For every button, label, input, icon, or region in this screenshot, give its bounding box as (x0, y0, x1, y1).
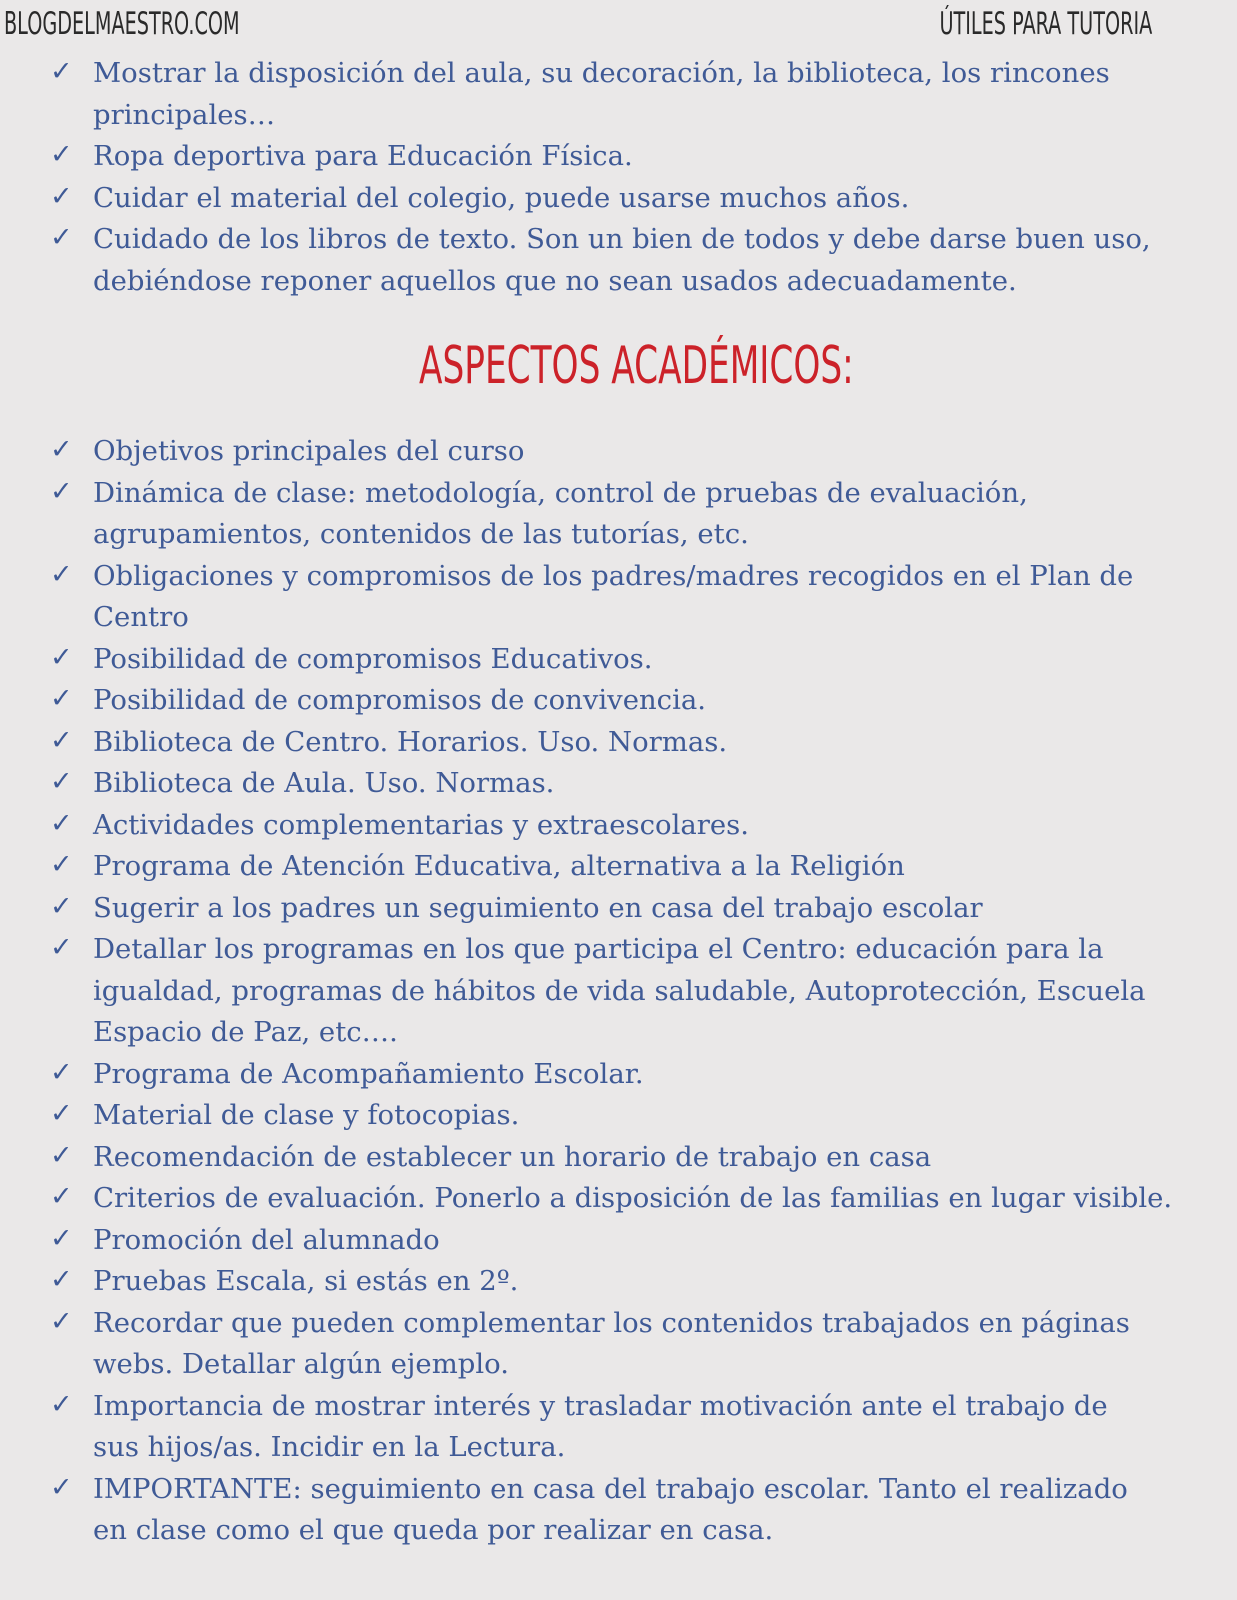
document-category: ÚTILES PARA TUTORIA (939, 6, 1152, 42)
checklist-item (48, 556, 1198, 639)
checklist-item (48, 1095, 1198, 1137)
checklist-item (48, 136, 1198, 178)
check-icon: ✓ (50, 724, 73, 756)
checklist-item-text: Obligaciones y compromisos de los padres/madres recogidos en el Plan de (93, 559, 1134, 592)
checklist-item-text: Centro (93, 601, 189, 633)
checklist-item-text: Programa de Atención Educativa, alternativa a la Religión (93, 850, 905, 882)
checklist-item (48, 53, 1198, 136)
checklist-item (48, 722, 1198, 764)
check-icon: ✓ (50, 1388, 73, 1420)
checklist-item (48, 1261, 1198, 1303)
checklist-item-text: Importancia de mostrar interés y trasladar motivación ante el trabajo de (93, 1389, 1108, 1422)
checklist-item-text: Programa de Acompañamiento Escolar. (93, 1057, 644, 1090)
check-icon: ✓ (50, 1305, 73, 1337)
checklist-item-text: Cuidado de los libros de texto. Son un bien de todos y debe darse buen uso, (93, 223, 1151, 255)
check-icon: ✓ (50, 475, 73, 507)
checklist-item (48, 1220, 1198, 1262)
check-icon: ✓ (50, 849, 73, 880)
checklist-item-text: Posibilidad de compromisos de convivencia. (93, 684, 707, 716)
checklist-item-text: Material de clase y fotocopias. (93, 1099, 520, 1131)
checklist-item-text: webs. Detallar algún ejemplo. (93, 1348, 509, 1380)
check-icon: ✓ (50, 56, 73, 87)
check-icon: ✓ (50, 683, 73, 714)
checklist-item-text: sus hijos/as. Incidir en la Lectura. (93, 1431, 566, 1463)
checklist-item-text: Sugerir a los padres un seguimiento en casa del trabajo escolar (93, 891, 983, 924)
checklist-item-text: Pruebas Escala, si estás en 2º. (93, 1265, 519, 1297)
checklist-item (48, 680, 1198, 722)
checklist-item-text: Dinámica de clase: metodología, control de pruebas de evaluación, (93, 476, 1028, 509)
checklist-item (48, 846, 1198, 888)
checklist-item-text: Espacio de Paz, etc…. (93, 1016, 398, 1048)
checklist-item (48, 1469, 1198, 1552)
checklist-item (48, 1178, 1198, 1220)
check-icon: ✓ (50, 139, 73, 170)
check-icon: ✓ (50, 766, 73, 797)
check-icon: ✓ (50, 1056, 73, 1088)
checklist-item-text: debiéndose reponer aquellos que no sean usados adecuadamente. (93, 264, 1017, 297)
checklist-item (48, 473, 1198, 556)
checklist-item-text: Promoción del alumnado (93, 1223, 440, 1256)
checklist-item-text: Mostrar la disposición del aula, su decoración, la biblioteca, los rincones (93, 57, 1110, 89)
checklist-item (48, 1054, 1198, 1096)
check-icon: ✓ (50, 807, 73, 839)
check-icon: ✓ (50, 1139, 73, 1171)
check-icon: ✓ (50, 180, 73, 212)
check-icon: ✓ (50, 434, 73, 465)
checklist-item-text: principales… (93, 98, 276, 131)
academic-checklist (48, 431, 1198, 1552)
checklist-item (48, 805, 1198, 847)
check-icon: ✓ (50, 1471, 73, 1503)
check-icon: ✓ (50, 1222, 73, 1254)
checklist-item-text: Recordar que pueden complementar los contenidos trabajados en páginas (93, 1306, 1130, 1339)
check-icon: ✓ (50, 222, 73, 253)
check-icon: ✓ (50, 1264, 73, 1295)
checklist-item (48, 763, 1198, 805)
checklist-item (48, 639, 1198, 681)
checklist-item-text: Biblioteca de Aula. Uso. Normas. (93, 767, 555, 799)
checklist-item-text: Cuidar el material del colegio, puede usarse muchos años. (93, 181, 910, 214)
checklist-item-text: Detallar los programas en los que participa el Centro: educación para la (93, 933, 1104, 965)
checklist-item-text: en clase como el que queda por realizar en casa. (93, 1514, 774, 1546)
check-icon: ✓ (50, 1098, 73, 1129)
check-icon: ✓ (50, 558, 73, 590)
check-icon: ✓ (50, 1181, 73, 1212)
check-icon: ✓ (50, 641, 73, 673)
checklist-item (48, 1303, 1198, 1386)
checklist-item-text: agrupamientos, contenidos de las tutorías, etc. (93, 518, 749, 550)
checklist-item-text: igualdad, programas de hábitos de vida saludable, Autoprotección, Escuela (93, 974, 1146, 1007)
general-checklist (48, 53, 1198, 302)
checklist-item (48, 431, 1198, 473)
checklist-item (48, 929, 1198, 1054)
checklist-item-text: Actividades complementarias y extraescolares. (93, 808, 750, 841)
checklist-item-text: IMPORTANTE: seguimiento en casa del trabajo escolar. Tanto el realizado (93, 1472, 1128, 1505)
checklist-item-text: Criterios de evaluación. Ponerlo a disposición de las familias en lugar visible. (93, 1182, 1173, 1214)
checklist-item (48, 178, 1198, 220)
checklist-item (48, 1386, 1198, 1469)
checklist-item-text: Posibilidad de compromisos Educativos. (93, 642, 653, 675)
checklist-item (48, 219, 1198, 302)
check-icon: ✓ (50, 890, 73, 922)
checklist-item-text: Objetivos principales del curso (93, 435, 525, 467)
check-icon: ✓ (50, 932, 73, 963)
checklist-item (48, 888, 1198, 930)
site-name: BLOGDELMAESTRO.COM (4, 6, 240, 42)
checklist-item (48, 1137, 1198, 1179)
checklist-item-text: Recomendación de establecer un horario de trabajo en casa (93, 1140, 932, 1173)
checklist-item-text: Ropa deportiva para Educación Física. (93, 140, 633, 172)
section-title: ASPECTOS ACADÉMICOS: (419, 336, 854, 396)
checklist-item-text: Biblioteca de Centro. Horarios. Uso. Normas. (93, 725, 728, 758)
